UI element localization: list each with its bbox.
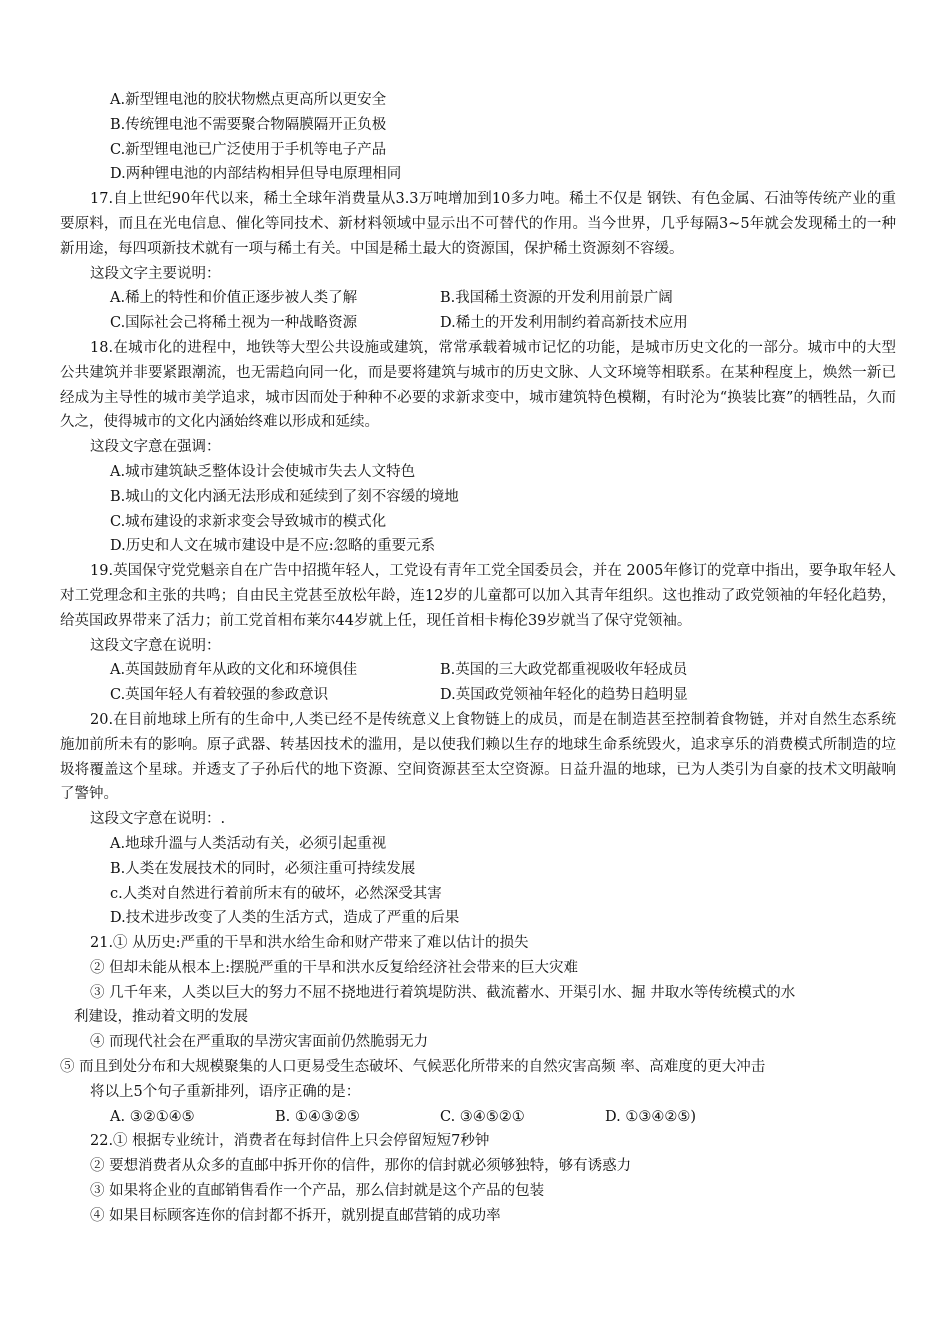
q17-prompt: 这段文字主要说明： — [90, 265, 221, 282]
q21-sentence-5: ⑤ 而且到处分布和大规模聚集的人口更易受生态破坏、气候恶化所带来的自然灾害高频 率、高难度的更大冲击 — [60, 1059, 766, 1076]
q21-option-b: B. ①④③②⑤ — [275, 1108, 360, 1125]
q16-option-b: B.传统锂电池不需要聚合物隔膜隔开正负极 — [110, 116, 387, 133]
q20-option-d: D.技术进步改变了人类的生活方式，造成了严重的后果 — [110, 910, 460, 927]
q17-option-c: C.国际社会己将稀土视为一种战略资源 — [110, 315, 358, 332]
q21-options — [60, 1105, 896, 1130]
q16-option-a: A.新型锂电池的胶状物燃点更高所以更安全 — [110, 92, 387, 108]
q20-option-b: B.人类在发展技术的同时，必须注重可持续发展 — [110, 860, 416, 877]
q17-options-row1 — [60, 286, 896, 311]
q19-option-a: A.英国鼓励育年从政的文化和环境俱佳 — [110, 662, 358, 679]
q18-option-d: D.历史和人文在城市建设中是不应:忽略的重要元系 — [110, 538, 436, 555]
q20-stem: 20.在目前地球上所有的生命中,人类已经不是传统意义上食物链上的成员，而是在制造甚至控制着食物链，并对自然生态系统施加前所未有的影响。原子武器、转基因技术的滥用，是以使我们赖以生存的地球生命系统毁火，追求享乐的消费模式所制造的垃圾将覆盖这个星球。并透支了子孙后代的地下资源、空间资源甚至太空资源。日益升温的地球，已为人类引为自豪的技术文明敲响了警钟。 — [60, 711, 896, 803]
q21-option-c: C. ③④⑤②① — [440, 1108, 525, 1125]
q21-sentence-1: 21.① 从历史:严重的干旱和洪水给生命和财产带来了难以估计的损失 — [90, 935, 529, 952]
exam-page — [60, 88, 896, 1229]
q17-option-d: D.稀土的开发利用制约着高新技术应用 — [440, 315, 688, 332]
q22-sentence-4: ④ 如果目标顾客连你的信封都不拆开，就别提直邮营销的成功率 — [90, 1207, 501, 1224]
q19-prompt: 这段文字意在说明： — [90, 637, 221, 654]
q17-option-a: A.稀上的特性和价值正逐步被人类了解 — [110, 290, 358, 307]
q19-option-b: B.英国的三大政党都重视吸收年轻成员 — [440, 662, 688, 679]
q21-option-a: A. ③②①④⑤ — [110, 1108, 195, 1125]
q17-option-b: B.我国稀土资源的开发利用前景广阔 — [440, 290, 673, 307]
q22-sentence-3: ③ 如果将企业的直邮销售看作一个产品，那么信封就是这个产品的包装 — [90, 1183, 545, 1200]
q21-sentence-3a: ③ 几千年来，人类以巨大的努力不屈不挠地进行着筑堤防洪、截流蓄水、开渠引水、掘 井取水等传统模式的水 — [90, 984, 796, 1001]
q21-sentence-4: ④ 而现代社会在严重取的旱涝灾害面前仍然脆弱无力 — [90, 1034, 429, 1051]
q21-sentence-2: ② 但却未能从根本上:摆脱严重的干旱和洪水反复给经济社会带来的巨大灾难 — [90, 959, 578, 976]
q21-option-d: D. ①③④②⑤) — [605, 1108, 696, 1125]
q19-options-row2 — [60, 683, 896, 708]
q22-sentence-1: 22.① 根据专业统计，消费者在每封信件上只会停留短短7秒钟 — [90, 1133, 490, 1150]
q19-option-c: C.英国年轻人有着较强的参政意识 — [110, 687, 329, 704]
q18-option-b: B.城山的文化内涵无法形成和延续到了刻不容缓的境地 — [110, 488, 459, 505]
q17-options-row2 — [60, 311, 896, 336]
q22-sentence-2: ② 要想消费者从众多的直邮中拆开你的信件，那你的信封就必须够独特，够有诱惑力 — [90, 1158, 632, 1175]
q18-option-a: A.城市建筑缺乏整体设计会使城市失去人文特色 — [110, 463, 416, 480]
q16-option-c: C.新型锂电池已广泛使用于手机等电子产品 — [110, 141, 387, 158]
q21-prompt: 将以上5个句子重新排列，语序正确的是： — [90, 1083, 361, 1100]
q20-option-c: c.人类对自然进行着前所末有的破坏，必然深受其害 — [110, 885, 442, 902]
q18-stem: 18.在城市化的进程中，地铁等大型公共设施或建筑，常常承载着城市记忆的功能，是城市历史文化的一部分。城市中的大型公共建筑并非要紧跟潮流，也无需趋向同一化，而是要将建筑与城市的历史文脉、人文环境等相联系。在某种程度上，焕然一新已经成为主导性的城市美学追求，城市因而处于种种不必要的求新求变中，城市建筑特色模糊，有时沦为“换装比赛”的牺牲品，久而久之，使得城市的文化内涵始终难以形成和延续。 — [60, 339, 896, 431]
q20-prompt: 这段文字意在说明：. — [90, 811, 226, 828]
q21-sentence-3b: 利建设，推动着文明的发展 — [74, 1009, 248, 1026]
q16-option-d: D.两种锂电池的内部结构相异但导电原理相同 — [110, 166, 402, 183]
q17-stem: 17.自上世纪90年代以来，稀土全球年消费量从3.3万吨增加到10多力吨。稀土不仅是 钢铁、有色金属、石油等传统产业的重要原料，而且在光电信息、催化等同技术、新材料领域中显示出不可替代的作用。当今世界，几乎每隔3~5年就会发现稀土的一种新用途，每四项新技术就有一项与稀土有关。中国是稀土最大的资源国，保护稀土资源刻不容缓。 — [60, 191, 896, 257]
q18-option-c: C.城布建设的求新求变会导致城市的模式化 — [110, 513, 387, 530]
q19-options-row1 — [60, 658, 896, 683]
q18-prompt: 这段文字意在强调： — [90, 439, 221, 456]
q20-option-a: A.地球升溫与人类活动有关，必须引起重视 — [110, 835, 387, 852]
q19-option-d: D.英国政党领袖年轻化的趋势日趋明显 — [440, 687, 688, 704]
q19-stem: 19.英国保守党党魁亲自在广告中招揽年轻人，工党设有青年工党全国委员会，并在 2005年修订的党章中指出，要争取年轻人对工党理念和主张的共鸣；自由民主党甚至放松年龄，连12岁的儿童都可以加入其青年组织。这也推动了政党领袖的年轻化趋势，给英国政界带来了活力；前工党首相布莱尔44岁就上任，现任首相卡梅伦39岁就当了保守党领袖。 — [60, 563, 896, 629]
